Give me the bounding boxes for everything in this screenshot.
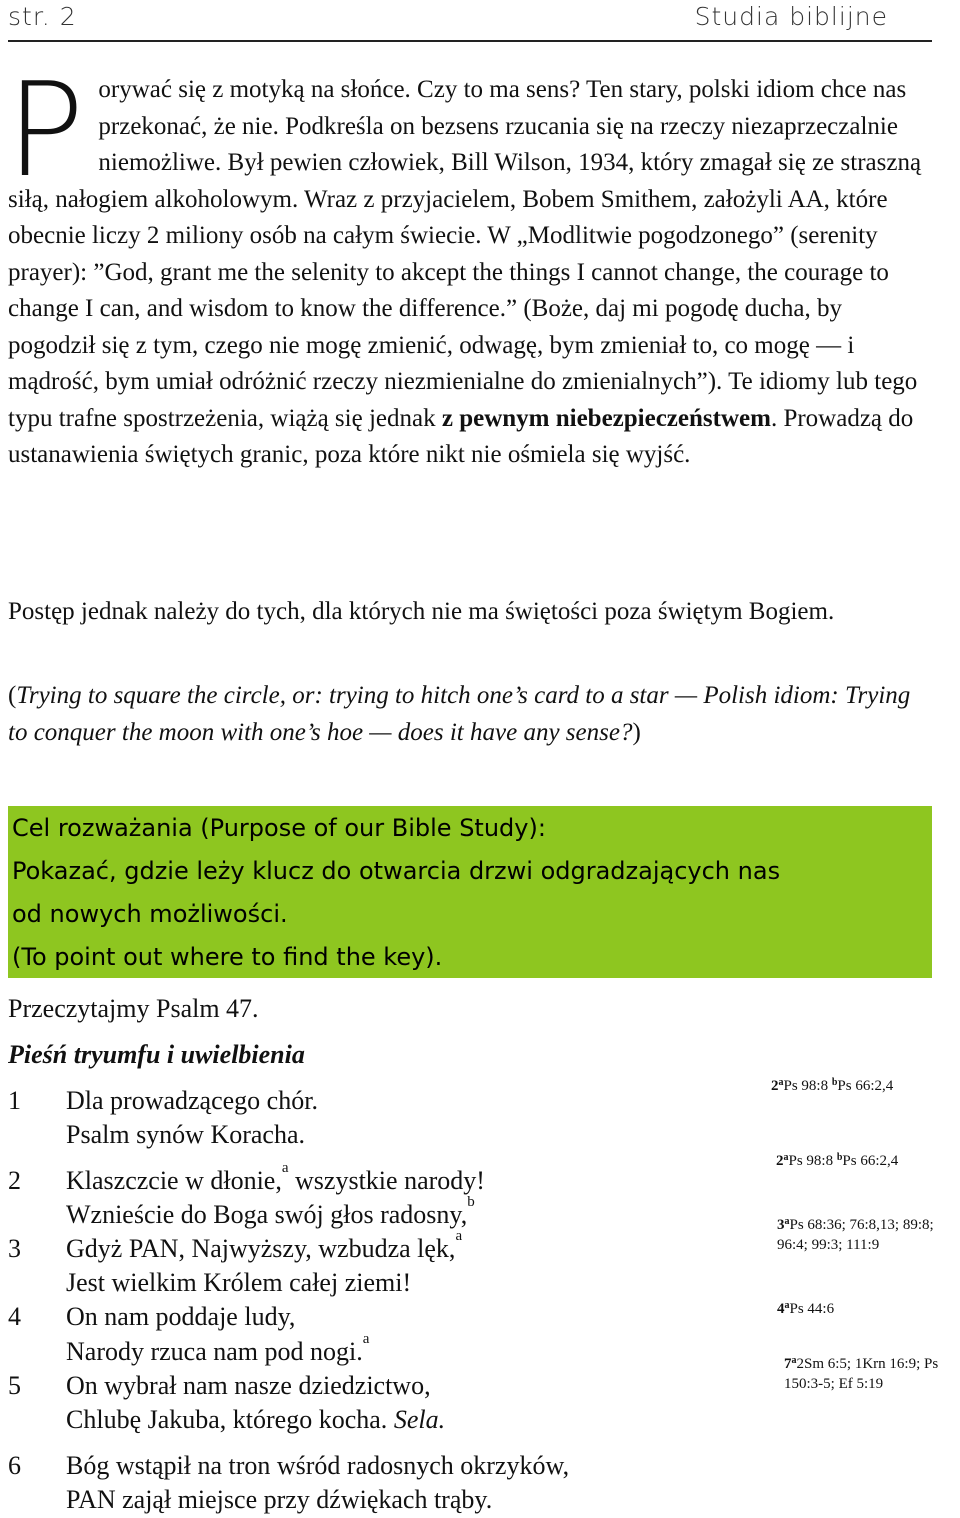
verse-1-line-b: Psalm synów Koracha. bbox=[66, 1120, 306, 1149]
footnote-letter: b bbox=[831, 1077, 838, 1088]
verse-6-line-b: PAN zajął miejsce przy dźwiękach trąby. bbox=[66, 1485, 493, 1514]
reading-instruction: Przeczytajmy Psalm 47. bbox=[8, 994, 259, 1023]
verse-number-3: 3 bbox=[8, 1234, 21, 1263]
verse-4-line-a: On nam poddaje ludy, bbox=[66, 1302, 296, 1331]
footnote-letter: a bbox=[778, 1077, 784, 1088]
footnote-number: 3 bbox=[777, 1217, 785, 1233]
page-number: str. 2 bbox=[8, 2, 77, 31]
english-note bbox=[8, 678, 923, 751]
progress-paragraph: Postęp jednak należy do tych, dla których nie ma świętości poza świętym Bogiem. bbox=[8, 598, 835, 625]
purpose-box bbox=[8, 806, 932, 978]
verse-2-a-rest: wszystkie narody! bbox=[288, 1166, 485, 1195]
verse-4-b-text: Narody rzuca nam pod nogi. bbox=[66, 1337, 363, 1366]
english-note-close: ) bbox=[632, 718, 641, 746]
verse-5-line-b bbox=[66, 1405, 445, 1435]
footnote-letter: a bbox=[783, 1152, 789, 1163]
footnote-4 bbox=[777, 1299, 834, 1319]
hymn-title: Pieśń tryumfu i uwielbienia bbox=[8, 1040, 305, 1069]
verse-number-4: 4 bbox=[8, 1302, 21, 1331]
footnote-number: 2 bbox=[776, 1153, 784, 1169]
footnote-3 bbox=[777, 1215, 957, 1255]
verse-6-line-a: Bóg wstąpił na tron wśród radosnych okrzyków, bbox=[66, 1451, 570, 1480]
verse-2-line-a bbox=[66, 1160, 485, 1196]
verse-4-line-b bbox=[66, 1331, 370, 1367]
intro-text-end: . Prowadzą do ustanawienia świętych granic, poza które nikt nie ośmiela się wyjść. bbox=[8, 404, 914, 468]
verse-1-line-a: Dla prowadzącego chór. bbox=[66, 1086, 318, 1115]
footnote-marker: a bbox=[455, 1228, 463, 1244]
purpose-line-3: od nowych możliwości. bbox=[12, 900, 288, 928]
footnote-letter: b bbox=[836, 1152, 843, 1163]
footnote-number: 4 bbox=[777, 1301, 785, 1317]
drop-cap: P bbox=[6, 54, 85, 206]
verse-2-a-text: Klaszczcie w dłonie, bbox=[66, 1166, 282, 1195]
footnote-5 bbox=[784, 1354, 958, 1394]
footnote-1 bbox=[771, 1076, 893, 1096]
footnote-number: 7 bbox=[784, 1356, 792, 1372]
intro-paragraph bbox=[6, 54, 923, 474]
verse-3-a-text: Gdyż PAN, Najwyższy, wzbudza lęk, bbox=[66, 1234, 456, 1263]
footnote-letter: a bbox=[784, 1216, 790, 1227]
footnote-ref: Ps 66:2,4 bbox=[837, 1078, 894, 1094]
verse-3-line-b: Jest wielkim Królem całej ziemi! bbox=[66, 1268, 412, 1297]
footnote-ref: Ps 98:8 bbox=[788, 1153, 837, 1169]
english-note-open: ( bbox=[8, 682, 17, 709]
verse-number-6: 6 bbox=[8, 1451, 21, 1480]
footnote-marker: a bbox=[281, 1160, 289, 1176]
footnote-marker: a bbox=[362, 1331, 370, 1347]
purpose-line-4: (To point out where to find the key). bbox=[12, 943, 443, 971]
verse-5-b-text: Chlubę Jakuba, którego kocha. bbox=[66, 1405, 388, 1434]
intro-bold-phrase: z pewnym niebezpieczeństwem bbox=[441, 404, 771, 432]
footnote-ref: 2Sm 6:5; 1Krn 16:9; Ps 150:3-5; Ef 5:19 bbox=[784, 1356, 939, 1392]
footnote-2 bbox=[776, 1151, 898, 1171]
verse-3-line-a bbox=[66, 1228, 463, 1264]
running-title: Studia biblijne bbox=[694, 2, 888, 31]
footnote-number: 2 bbox=[771, 1078, 779, 1094]
verse-5-line-a: On wybrał nam nasze dziedzictwo, bbox=[66, 1371, 431, 1400]
footnote-letter: a bbox=[791, 1355, 797, 1366]
verse-5-sela: Sela. bbox=[387, 1405, 446, 1434]
footnote-ref: Ps 44:6 bbox=[789, 1301, 835, 1317]
purpose-line-2: Pokazać, gdzie leży klucz do otwarcia drzwi odgradzających nas bbox=[12, 857, 781, 885]
purpose-line-1: Cel rozważania (Purpose of our Bible Study): bbox=[12, 814, 546, 842]
footnote-marker: b bbox=[467, 1194, 475, 1210]
english-note-text: Trying to square the circle, or: trying to hitch one’s card to a star — Polish idiom: Trying to conquer the moon with one’s hoe — does it have any sense? bbox=[8, 682, 911, 746]
footnote-ref: Ps 66:2,4 bbox=[842, 1153, 899, 1169]
verse-2-b-text: Wznieście do Boga swój głos radosny, bbox=[66, 1200, 468, 1229]
intro-text: orywać się z motyką na słońce. Czy to ma sens? Ten stary, polski idiom chce nas przekonać, że nie. Podkreśla on bezsens rzucania się na rzeczy niezaprzeczalnie niemożliwe. Był pewien człowiek, Bill Wilson, 1934, który zmagał się ze straszną siłą, nałogiem alkoholowym. Wraz z przyjacielem, Bobem Smithem, założyli AA, które obecnie liczy 2 miliony osób na całym świecie. W „Modlitwie pogodzonego” (serenity prayer): ”God, grant me the selenity to akcept the things I cannot change, the courage to change I can, and wisdom to know the difference.” (Boże, daj mi pogodę ducha, by pogodził się z tym, czego nie mogę zmienić, odwagę, bym zmieniał to, co mogę — i mądrość, bym umiał odróżnić rzeczy niezmienialne do zmienialnych”). Te idiomy lub tego typu trafne spostrzeżenia, wiążą się jednak bbox=[8, 76, 922, 432]
page-header bbox=[8, 0, 932, 42]
verse-number-2: 2 bbox=[8, 1166, 21, 1195]
footnote-letter: a bbox=[784, 1300, 790, 1311]
verse-number-1: 1 bbox=[8, 1086, 21, 1115]
verse-number-5: 5 bbox=[8, 1371, 21, 1400]
footnote-ref: Ps 68:36; 76:8,13; 89:8; 96:4; 99:3; 111:9 bbox=[777, 1217, 934, 1253]
verse-2-line-b bbox=[66, 1194, 475, 1230]
footnote-ref: Ps 98:8 bbox=[783, 1078, 832, 1094]
